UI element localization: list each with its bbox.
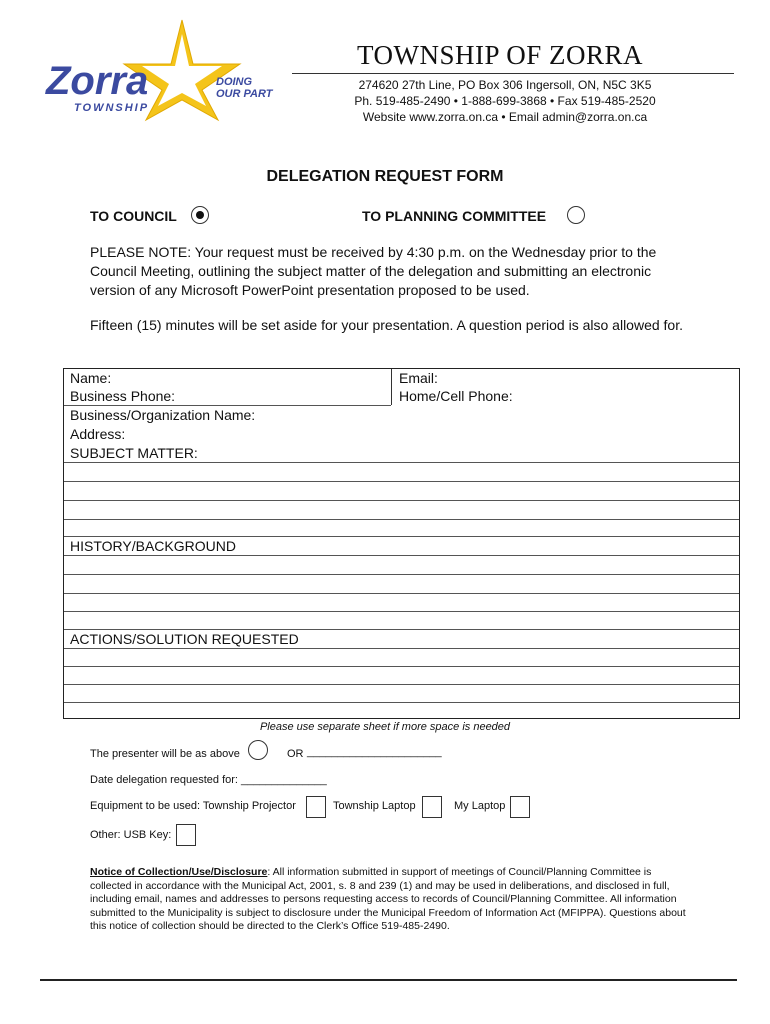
row-divider — [64, 500, 739, 501]
row-divider — [64, 648, 739, 649]
other-usb-label: Other: USB Key: — [90, 829, 172, 841]
township-projector-checkbox[interactable] — [306, 796, 326, 818]
name-field[interactable]: Name: — [70, 370, 112, 386]
usb-key-checkbox[interactable] — [176, 824, 196, 846]
presenter-as-above-radio[interactable] — [248, 740, 268, 760]
row-divider — [64, 555, 739, 556]
row-divider — [64, 574, 739, 575]
collection-notice — [90, 866, 690, 934]
organization-field[interactable]: Business/Organization Name: — [70, 407, 256, 423]
notice-body: : All information submitted in support of meetings of Council/Planning Committee is collected in accordance with the Municipal Act, 2001, s. 8 and 239 (1) and may be used in deliberations, and disclosed in full, including email, names and addresses to persons requesting access to records of Council/Planning Committee. All information submitted to the Municipality is subject to disclosure under the Municipal Freedom of Information Act (MFIPPA). Questions about this notice of collection should be directed to the Clerk’s Office 519-485-2490. — [90, 866, 686, 932]
to-council-radio[interactable] — [191, 206, 209, 224]
row-divider — [64, 462, 739, 463]
or-label: OR — [287, 748, 304, 760]
row-divider — [64, 684, 739, 685]
delegation-details-table — [63, 368, 740, 719]
email-field[interactable]: Email: — [399, 370, 438, 386]
phone-line: Ph. 519-485-2490 • 1-888-699-3868 • Fax 519-485-2520 — [354, 94, 656, 108]
alternate-presenter-field[interactable]: ______________________ — [307, 746, 442, 758]
form-title: DELEGATION REQUEST FORM — [266, 168, 504, 185]
row-divider — [64, 481, 739, 482]
address-line: 274620 27th Line, PO Box 306 Ingersoll, ON, N5C 3K5 — [358, 78, 652, 92]
township-laptop-checkbox[interactable] — [422, 796, 442, 818]
to-planning-label: TO PLANNING COMMITTEE — [362, 208, 547, 224]
column-divider — [391, 369, 392, 405]
to-council-label: TO COUNCIL — [90, 208, 177, 224]
logo-wordmark: Zorra — [46, 59, 149, 103]
presenter-label: The presenter will be as above — [90, 748, 240, 760]
row-divider — [64, 611, 739, 612]
notice-heading: Notice of Collection/Use/Disclosure — [90, 866, 268, 878]
subject-matter-label: SUBJECT MATTER: — [70, 445, 198, 461]
history-label: HISTORY/BACKGROUND — [70, 538, 236, 554]
actions-label: ACTIONS/SOLUTION REQUESTED — [70, 631, 299, 647]
logo-slogan-2: OUR PART — [216, 88, 273, 100]
note-paragraph: PLEASE NOTE: Your request must be received by 4:30 p.m. on the Wednesday prior to the Council Meeting, outlining the subject matter of the delegation and submitting an electronic version of any Microsoft PowerPoint presentation proposed to be used. — [90, 244, 657, 298]
township-title: TOWNSHIP OF ZORRA — [356, 40, 644, 70]
to-planning-radio[interactable] — [567, 206, 585, 224]
business-phone-field[interactable]: Business Phone: — [70, 388, 176, 404]
separate-sheet-note: Please use separate sheet if more space is needed — [259, 721, 511, 733]
my-laptop-checkbox[interactable] — [510, 796, 530, 818]
equipment-label: Equipment to be used: Township Projector — [90, 800, 296, 812]
township-laptop-label: Township Laptop — [333, 800, 416, 812]
radio-selected-dot — [196, 211, 204, 219]
row-divider — [64, 702, 739, 703]
row-divider — [64, 666, 739, 667]
time-note-paragraph: Fifteen (15) minutes will be set aside for your presentation. A question period is also allowed for. — [90, 317, 683, 333]
zorra-township-logo — [40, 14, 290, 124]
logo-subtitle: TOWNSHIP — [74, 102, 150, 114]
footer-divider — [40, 979, 737, 981]
row-divider — [64, 519, 739, 520]
home-cell-phone-field[interactable]: Home/Cell Phone: — [399, 388, 513, 404]
row-divider — [64, 593, 739, 594]
logo-slogan-1: DOING — [216, 76, 253, 88]
web-line: Website www.zorra.on.ca • Email admin@zorra.on.ca — [362, 110, 648, 124]
address-field[interactable]: Address: — [70, 426, 126, 442]
my-laptop-label: My Laptop — [454, 800, 506, 812]
date-requested-field[interactable]: Date delegation requested for: ______________ — [90, 774, 327, 786]
header-divider — [292, 73, 734, 74]
